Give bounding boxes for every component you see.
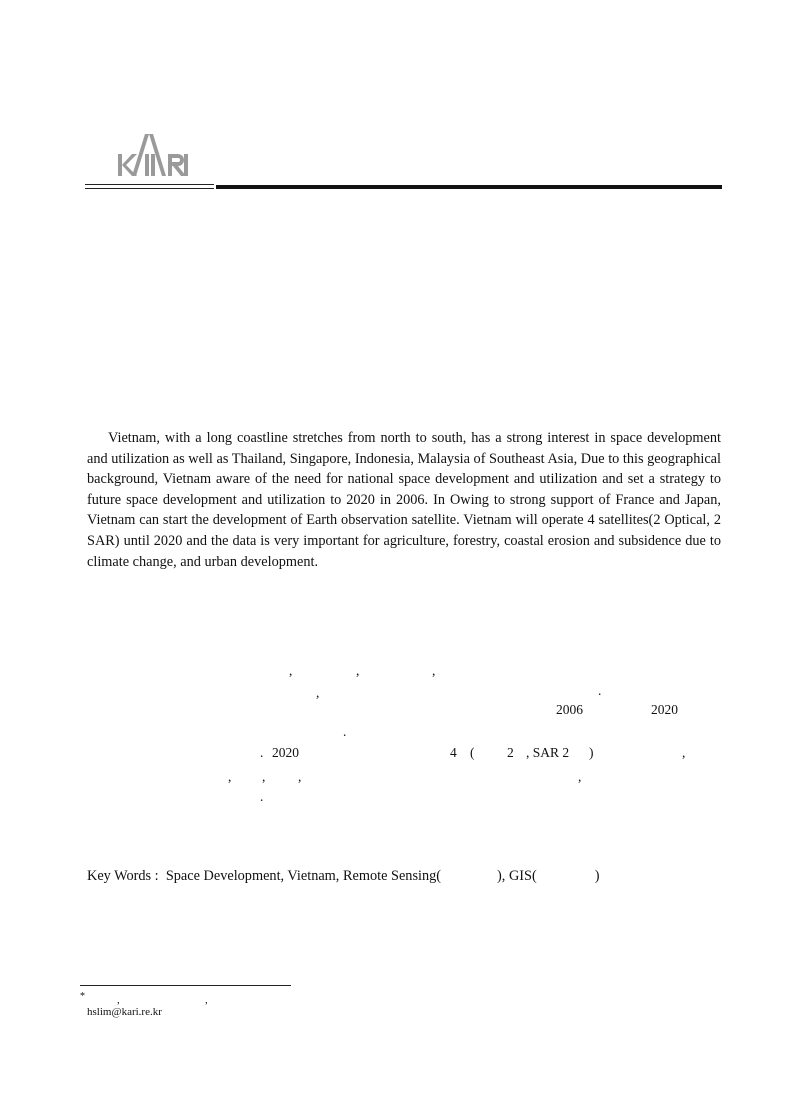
- footnote-email: hslim@kari.re.kr: [87, 1006, 162, 1018]
- kr-fragment: ,: [682, 745, 686, 760]
- kari-logo: [118, 130, 190, 178]
- footnote-mark: *: [80, 991, 85, 1002]
- kr-fragment: .: [598, 683, 602, 698]
- kr-fragment: 4: [450, 745, 457, 760]
- kr-fragment: .: [260, 745, 264, 760]
- footnote-comma: ,: [205, 994, 208, 1006]
- kr-fragment: ,: [298, 769, 302, 784]
- kr-fragment: 2: [507, 745, 514, 760]
- header-rule-thin-top: [85, 184, 214, 185]
- abstract-english: Vietnam, with a long coastline stretches from north to south, has a strong interest in space development and utilization as well as Thailand, Singapore, Indonesia, Malaysia of Southeast Asia, Due to this geographical background, Vietnam aware of the need for national space development and utilization and set a strategy to future space development and utilization to 2020 in 2006. In Owing to strong support of France and Japan, Vietnam can start the development of Earth observation satellite. Vietnam will operate 4 satellites(2 Optical, 2 SAR) until 2020 and the data is very important for agriculture, forestry, coastal erosion and subsidence due to climate change, and urban development.: [87, 430, 721, 570]
- header-rule-thick: [216, 185, 722, 189]
- kr-fragment: (: [470, 745, 475, 760]
- kr-fragment: ,: [356, 663, 360, 678]
- footnote-rule: [80, 985, 291, 986]
- kr-fragment: ,: [289, 663, 293, 678]
- keywords-end: ): [594, 868, 600, 884]
- keywords-separator: :: [151, 868, 166, 884]
- kr-fragment: 2020: [272, 745, 299, 760]
- kr-fragment: ,: [432, 663, 436, 678]
- kr-fragment: .: [343, 724, 347, 739]
- keywords-label: Key Words: [87, 868, 152, 884]
- keywords-line: [87, 868, 600, 885]
- kr-fragment: , SAR 2: [526, 745, 570, 760]
- footnote-comma: ,: [117, 994, 120, 1006]
- kr-fragment: ): [589, 745, 594, 760]
- header-rule-thin-bottom: [85, 188, 214, 189]
- kr-fragment: ,: [316, 685, 320, 700]
- kari-logo-text: KARI: [118, 130, 121, 131]
- keywords-text: Space Development, Vietnam, Remote Sensing(: [165, 868, 442, 884]
- kr-fragment: 2020: [651, 702, 678, 717]
- keywords-mid: ), GIS(: [497, 868, 537, 884]
- kr-fragment: ,: [578, 769, 582, 784]
- kr-fragment: .: [260, 789, 264, 804]
- kr-fragment: ,: [262, 769, 266, 784]
- kr-fragment: ,: [228, 769, 232, 784]
- kr-fragment: 2006: [556, 702, 583, 717]
